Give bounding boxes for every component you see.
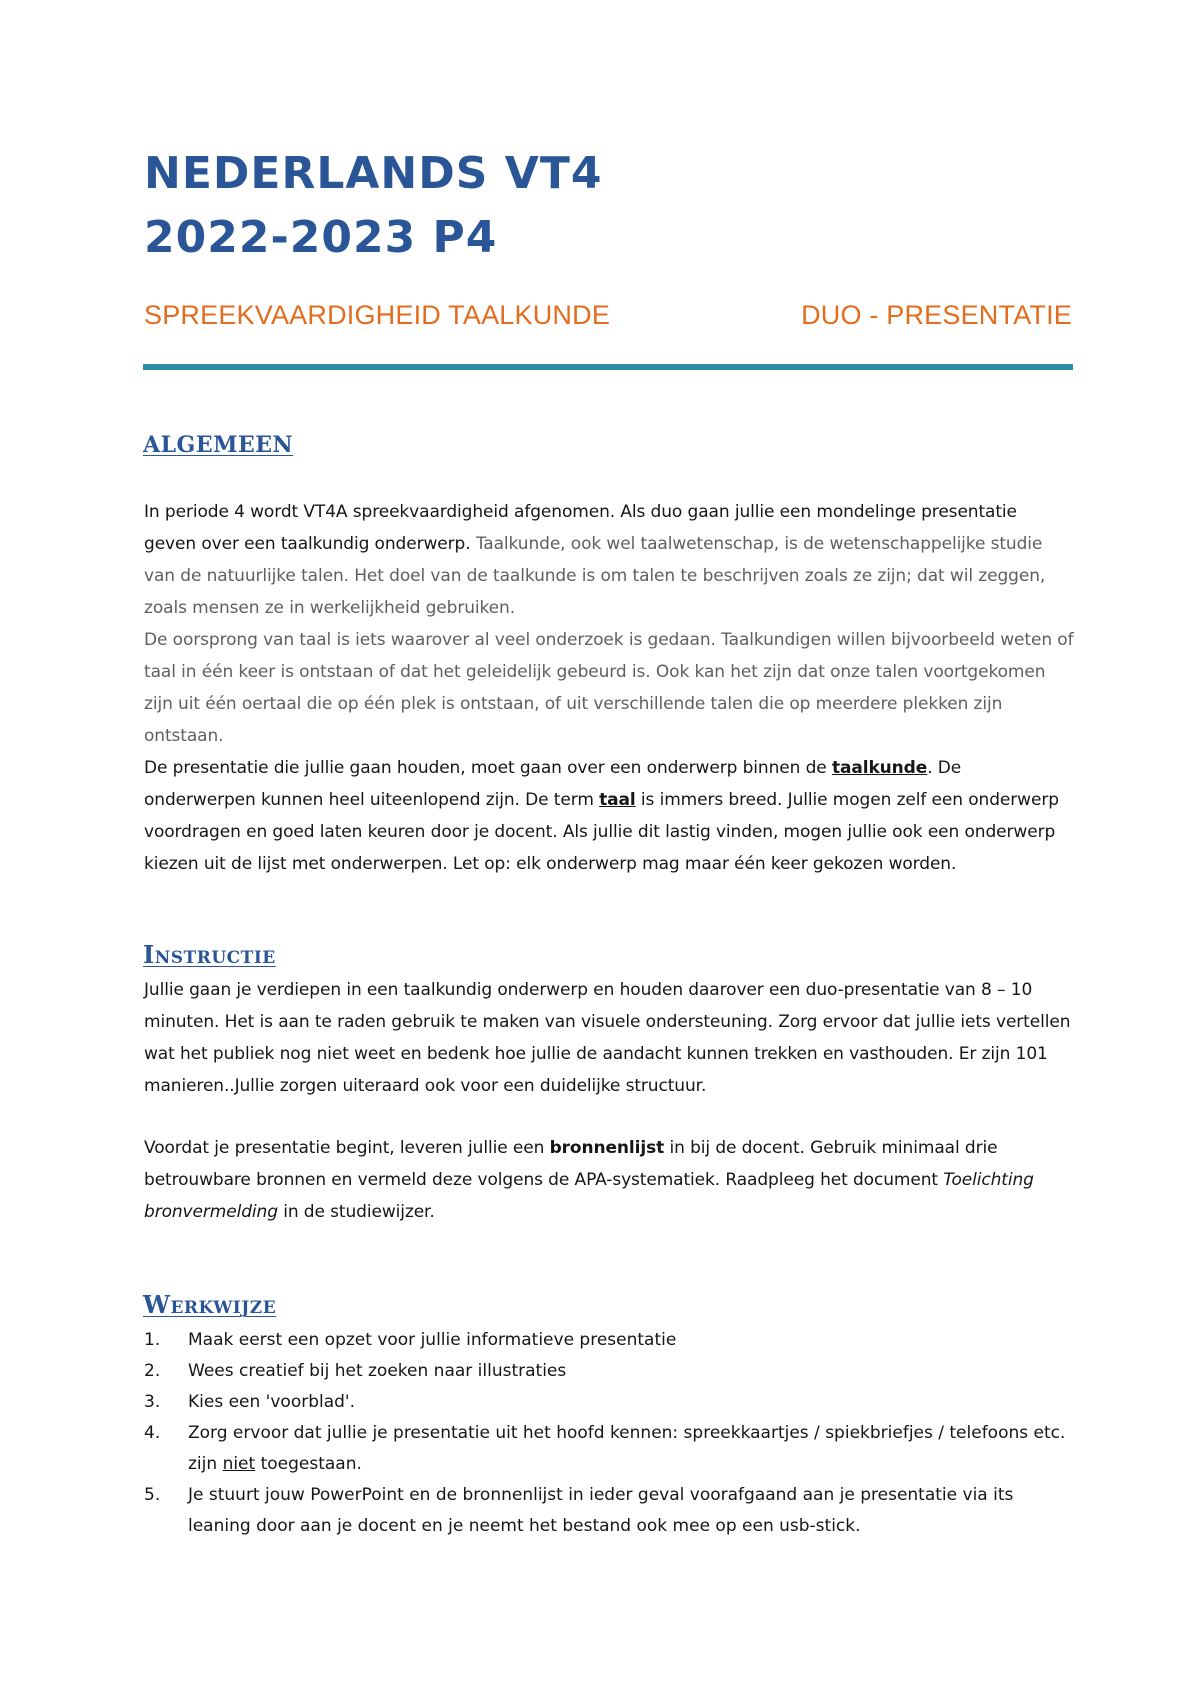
- subtitle-left: SPREEKVAARDIGHEID TAALKUNDE: [144, 300, 611, 330]
- list-item-number: 5.: [144, 1485, 161, 1505]
- instructie-p2-part-a: Voordat je presentatie begint, leveren jullie een: [144, 1138, 550, 1158]
- list-item: [144, 1356, 1074, 1387]
- keyword-taalkunde: taalkunde: [831, 758, 928, 778]
- document-reference: Toelichting bronvermelding: [144, 1170, 1034, 1222]
- title-line-1: NEDERLANDS VT4: [144, 148, 603, 199]
- algemeen-paragraph-3: [144, 752, 1074, 880]
- algemeen-paragraph-2: De oorsprong van taal is iets waarover al veel onderzoek is gedaan. Taalkundigen willen bijvoorbeeld weten of taal in één keer is ontstaan of dat het geleidelijk gebeurd is. Ook kan het zijn dat onze talen voortgekomen zijn uit één oertaal die op één plek is ontstaan, of uit verschillende talen die op meerdere plekken zijn ontstaan.: [144, 630, 1074, 746]
- list-item-text: Je stuurt jouw PowerPoint en de bronnenlijst in ieder geval voorafgaand aan je presentatie via its leaning door aan je docent en je neemt het bestand ook mee op een usb-stick.: [188, 1485, 1014, 1536]
- keyword-niet: niet: [222, 1454, 256, 1474]
- header-divider: [143, 364, 1073, 370]
- list-item-text: Kies een 'voorblad'.: [188, 1392, 356, 1412]
- list-item-text-b: toegestaan.: [255, 1454, 362, 1474]
- list-item-number: 4.: [144, 1423, 161, 1443]
- list-item: [144, 1480, 1074, 1542]
- heading-werkwijze: Werkwijze: [143, 1290, 277, 1319]
- list-item-number: 1.: [144, 1330, 161, 1350]
- instructie-p2-part-b: in bij de docent. Gebruik minimaal drie betrouwbare bronnen en vermeld deze volgens de APA-systematiek. Raadpleeg het document: [144, 1138, 998, 1190]
- algemeen-definition-text: Taalkunde, ook wel taalwetenschap, is de wetenschappelijke studie van de natuurlijke talen. Het doel van de taalkunde is om talen te beschrijven zoals ze zijn; dat wil zeggen, zoals mensen ze in werkelijkheid gebruiken.: [144, 534, 1046, 618]
- list-item-text: Wees creatief bij het zoeken naar illustraties: [188, 1361, 567, 1381]
- instructie-p2-part-c: in de studiewijzer.: [277, 1202, 435, 1222]
- title-line-2: 2022-2023 P4: [144, 212, 498, 263]
- list-item-text: Maak eerst een opzet voor jullie informatieve presentatie: [188, 1330, 677, 1350]
- werkwijze-list: [144, 1325, 1074, 1542]
- subtitle-right: DUO - PRESENTATIE: [801, 300, 1072, 330]
- instructie-text-2: [144, 1132, 1074, 1228]
- algemeen-p3-part-b: . De onderwerpen kunnen heel uiteenlopend zijn. De term: [144, 758, 962, 810]
- heading-algemeen: ALGEMEEN: [143, 432, 294, 458]
- section-algemeen-body: [144, 496, 1074, 880]
- algemeen-p3-part-c: is immers breed. Jullie mogen zelf een onderwerp voordragen en goed laten keuren door je docent. Als jullie dit lastig vinden, mogen jullie ook een onderwerp kiezen uit de lijst met onderwerpen. Let op: elk onderwerp mag maar één keer gekozen worden.: [144, 790, 1059, 874]
- list-item-text-a: Zorg ervoor dat jullie je presentatie uit het hoofd kennen: spreekkaartjes / spiekbriefjes / telefoons etc. zijn: [188, 1423, 1066, 1474]
- heading-instructie: Instructie: [143, 940, 276, 969]
- list-item: [144, 1418, 1074, 1480]
- instructie-paragraph-1: [144, 974, 1074, 1102]
- algemeen-p3-part-a: De presentatie die jullie gaan houden, moet gaan over een onderwerp binnen de: [144, 758, 832, 778]
- list-item: [144, 1387, 1074, 1418]
- list-item-number: 2.: [144, 1361, 161, 1381]
- list-item: [144, 1325, 1074, 1356]
- algemeen-intro-text: In periode 4 wordt VT4A spreekvaardigheid afgenomen. Als duo gaan jullie een mondelinge presentatie geven over een taalkundig onderwerp.: [144, 502, 1017, 554]
- instructie-text-1: Jullie gaan je verdiepen in een taalkundig onderwerp en houden daarover een duo-presentatie van 8 – 10 minuten. Het is aan te raden gebruik te maken van visuele ondersteuning. Zorg ervoor dat jullie iets vertellen wat het publiek nog niet weet en bedenk hoe jullie de aandacht kunnen trekken en vasthouden. Er zijn 101 manieren..Jullie zorgen uiteraard ook voor een duidelijke structuur.: [144, 980, 1071, 1096]
- list-item-number: 3.: [144, 1392, 161, 1412]
- keyword-bronnenlijst: bronnenlijst: [549, 1138, 665, 1158]
- document-title: [144, 142, 1084, 270]
- keyword-taal: taal: [599, 790, 636, 810]
- instructie-paragraph-2: [144, 1132, 1074, 1228]
- algemeen-paragraph-1: [144, 496, 1074, 624]
